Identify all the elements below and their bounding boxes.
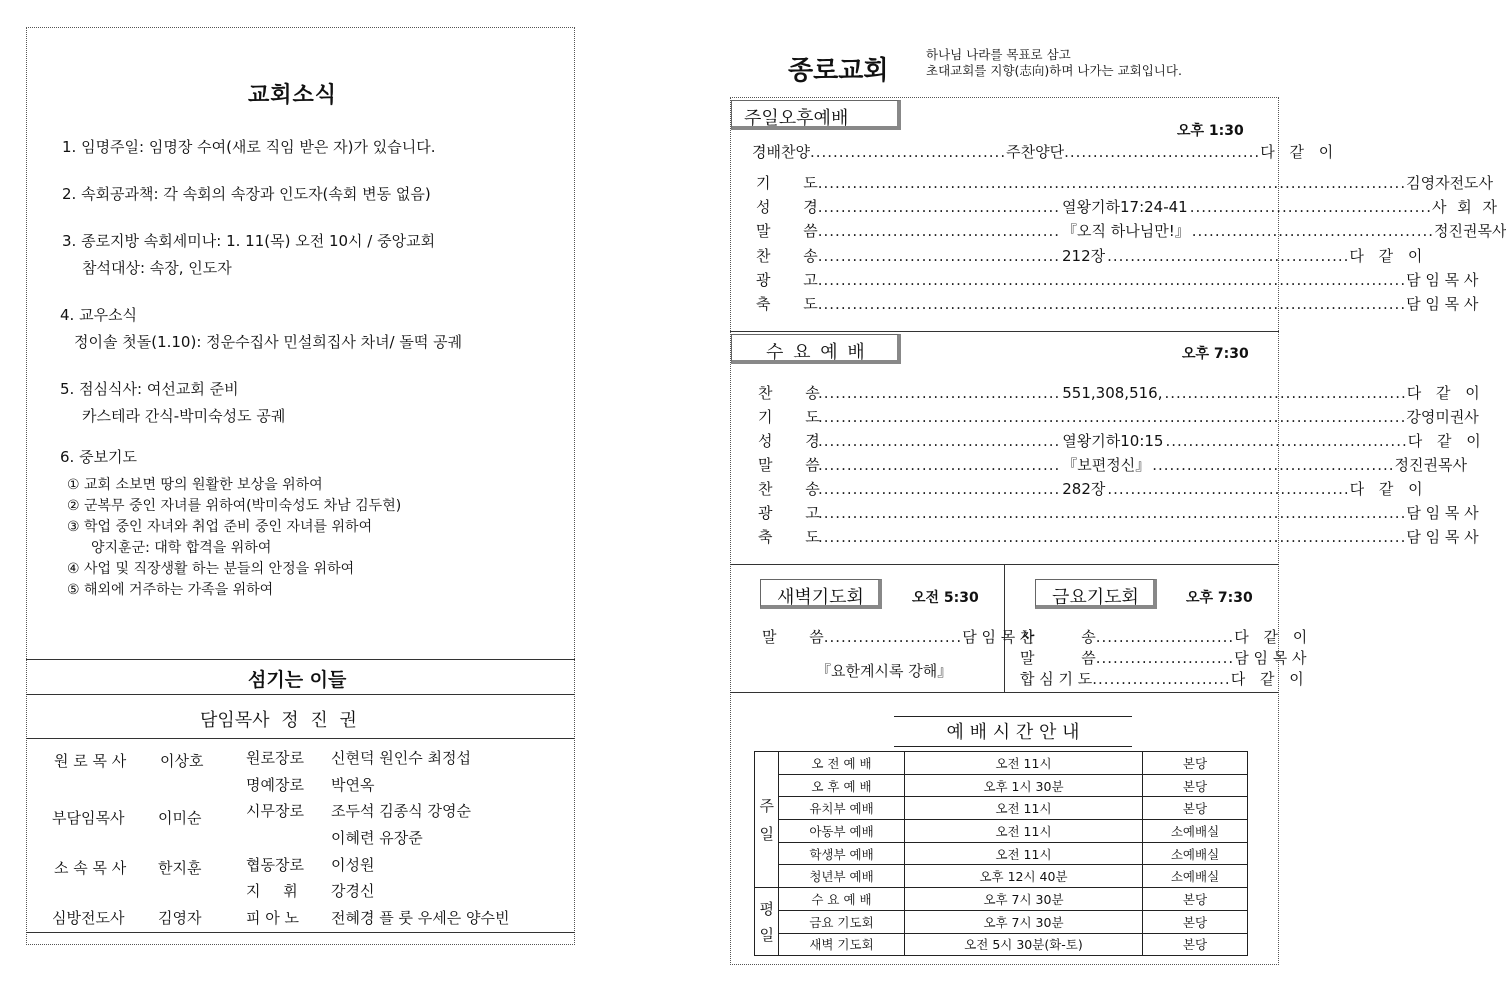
service-row: 찬 송 .......................................... 212장 .......................................... 다 같 이 xyxy=(756,247,1428,265)
role-label: 심방전도사 xyxy=(52,909,125,927)
service-row: 축 도 ...................................................................................................... 담 임 목 사 xyxy=(758,528,1479,546)
role-label: 원 로 목 사 xyxy=(54,752,127,770)
role-label: 피 아 노 xyxy=(246,909,300,927)
table-row: 오 후 예 배 오후 1시 30분 본당 xyxy=(755,774,1248,797)
news-item-1: 1. 임명주일: 임명장 수여(새로 직임 받은 자)가 있습니다. xyxy=(62,138,436,156)
church-motto-line1: 하나님 나라를 목표로 삼고 xyxy=(926,47,1071,62)
role-name: 이미순 xyxy=(158,809,202,827)
role-name: 이상호 xyxy=(160,752,204,770)
role-name: 김영자 xyxy=(158,909,202,927)
service-row: 기 도 ...................................................................................................... 김영자전도사 xyxy=(756,174,1494,192)
role-label: 명예장로 xyxy=(246,776,304,794)
prayer-item: ② 군복무 중인 자녀를 위하여(박미숙성도 차남 김두현) xyxy=(67,498,402,514)
role-names: 전혜경 플 룻 우세은 양수빈 xyxy=(331,909,510,927)
role-names: 이혜련 유장준 xyxy=(331,829,423,847)
table-row: 평일 수 요 예 배 오후 7시 30분 본당 xyxy=(755,888,1248,911)
table-row: 청년부 예배 오후 12시 40분 소예배실 xyxy=(755,865,1248,888)
table-row: 유치부 예배 오전 11시 본당 xyxy=(755,797,1248,820)
news-item-6: 6. 중보기도 xyxy=(60,448,138,466)
friday-prayer-tab: 금요기도회 xyxy=(1035,579,1157,609)
news-item-4: 4. 교우소식 xyxy=(60,306,138,324)
group-weekday: 평일 xyxy=(755,888,779,956)
church-motto-line2: 초대교회를 지향(志向)하며 나가는 교회입니다. xyxy=(926,63,1182,78)
sunday-pm-tab: 주일오후예배 xyxy=(731,100,901,130)
service-row: 광 고 ...................................................................................................... 담 임 목 사 xyxy=(756,271,1479,289)
news-item-2: 2. 속회공과책: 각 속회의 속장과 인도자(속회 변동 없음) xyxy=(62,185,431,203)
role-label: 부담임목사 xyxy=(52,809,125,827)
news-item-3-sub: 참석대상: 속장, 인도자 xyxy=(82,259,232,277)
role-label: 소 속 목 사 xyxy=(54,859,127,877)
senior-pastor: 담임목사 정 진 권 xyxy=(200,710,357,731)
role-names: 신현덕 원인수 최정섭 xyxy=(331,749,471,767)
service-row: 성 경 .......................................... 열왕기하10:15 .......................................... 다 같 이 xyxy=(758,432,1486,450)
service-row: 말 씀 ........................ 담 임 목 사 xyxy=(762,628,1035,646)
news-item-4-sub: 정이솔 첫돌(1.10): 정운수집사 민설희집사 차녀/ 돌떡 공궤 xyxy=(74,333,463,351)
service-row: 축 도 ...................................................................................................... 담 임 목 사 xyxy=(756,295,1479,313)
role-names: 이성원 xyxy=(331,856,375,874)
divider xyxy=(730,692,1279,693)
service-row: 말 씀 .......................................... 『보편정신』 .......................................... 정진권목사 xyxy=(758,456,1467,474)
schedule-table xyxy=(754,751,1248,956)
service-row: 찬 송 .......................................... 551,308,516, .......................................... 다 같 이 xyxy=(758,384,1485,402)
role-names: 박연옥 xyxy=(331,776,375,794)
role-names: 조두석 김종식 강영순 xyxy=(331,802,471,820)
prayer-item: ③ 학업 중인 자녀와 취업 준비 중인 자녀를 위하여 xyxy=(67,519,373,535)
servants-title: 섬기는 이들 xyxy=(248,669,347,691)
news-title: 교회소식 xyxy=(248,83,338,108)
service-row: 합 심 기 도 ........................ 다 같 이 xyxy=(1020,670,1309,688)
service-row: 경배찬양 .................................. 주찬양단 .................................. 다 같 이 xyxy=(752,143,1339,161)
table-row: 학생부 예배 오전 11시 소예배실 xyxy=(755,842,1248,865)
prayer-item: ⑤ 해외에 거주하는 가족을 위하여 xyxy=(67,582,274,598)
divider xyxy=(26,738,575,739)
divider xyxy=(730,331,1279,332)
prayer-item: ① 교회 소보면 땅의 원활한 보상을 위하여 xyxy=(67,477,323,493)
service-row: 찬 송 ........................ 다 같 이 xyxy=(1020,628,1313,646)
prayer-item: ④ 사업 및 직장생활 하는 분들의 안정을 위하여 xyxy=(67,561,355,577)
service-row: 기 도 ...................................................................................................... 강영미권사 xyxy=(758,408,1479,426)
news-item-5-sub: 카스테라 간식-박미숙성도 공궤 xyxy=(82,407,286,425)
table-row: 주일 오 전 예 배 오전 11시 본당 xyxy=(755,752,1248,775)
sunday-pm-time: 오후 1:30 xyxy=(1177,123,1244,139)
service-row: 광 고 ...................................................................................................... 담 임 목 사 xyxy=(758,504,1479,522)
dawn-prayer-time: 오전 5:30 xyxy=(912,590,979,606)
table-row: 금요 기도회 오후 7시 30분 본당 xyxy=(755,910,1248,933)
prayer-item: 양지훈군: 대학 합격을 위하여 xyxy=(91,540,272,556)
schedule-title: 예 배 시 간 안 내 xyxy=(894,716,1132,747)
role-names: 강경신 xyxy=(331,882,375,900)
wednesday-tab: 수 요 예 배 xyxy=(731,334,901,364)
friday-prayer-time: 오후 7:30 xyxy=(1186,590,1253,606)
divider xyxy=(26,659,575,660)
divider xyxy=(26,932,575,933)
table-row: 새벽 기도회 오전 5시 30분(화-토) 본당 xyxy=(755,933,1248,956)
role-label: 지 휘 xyxy=(246,882,298,900)
news-item-3: 3. 종로지방 속회세미나: 1. 11(목) 오전 10시 / 중앙교회 xyxy=(62,232,436,250)
service-row: 찬 송 .......................................... 282장 .......................................... 다 같 이 xyxy=(758,480,1428,498)
divider xyxy=(26,694,575,695)
role-name: 한지훈 xyxy=(158,859,202,877)
wednesday-time: 오후 7:30 xyxy=(1182,346,1249,362)
dawn-prayer-subtitle: 『요한계시록 강해』 xyxy=(816,662,953,680)
dawn-prayer-tab: 새벽기도회 xyxy=(760,579,882,609)
role-label: 시무장로 xyxy=(246,802,304,820)
role-label: 원로장로 xyxy=(246,749,304,767)
group-sunday: 주일 xyxy=(755,752,779,888)
news-item-5: 5. 점심식사: 여선교회 준비 xyxy=(60,380,239,398)
service-row: 말 씀 .......................................... 『오직 하나님만!』 .......................................... 정진권목사 xyxy=(756,222,1506,240)
table-row: 아동부 예배 오전 11시 소예배실 xyxy=(755,820,1248,843)
role-label: 협동장로 xyxy=(246,856,304,874)
service-row: 말 씀 ........................ 담 임 목 사 xyxy=(1020,649,1307,667)
service-row: 성 경 .......................................... 열왕기하17:24-41 .......................................... 사 회 자 xyxy=(756,198,1500,216)
church-name: 종로교회 xyxy=(788,56,889,86)
